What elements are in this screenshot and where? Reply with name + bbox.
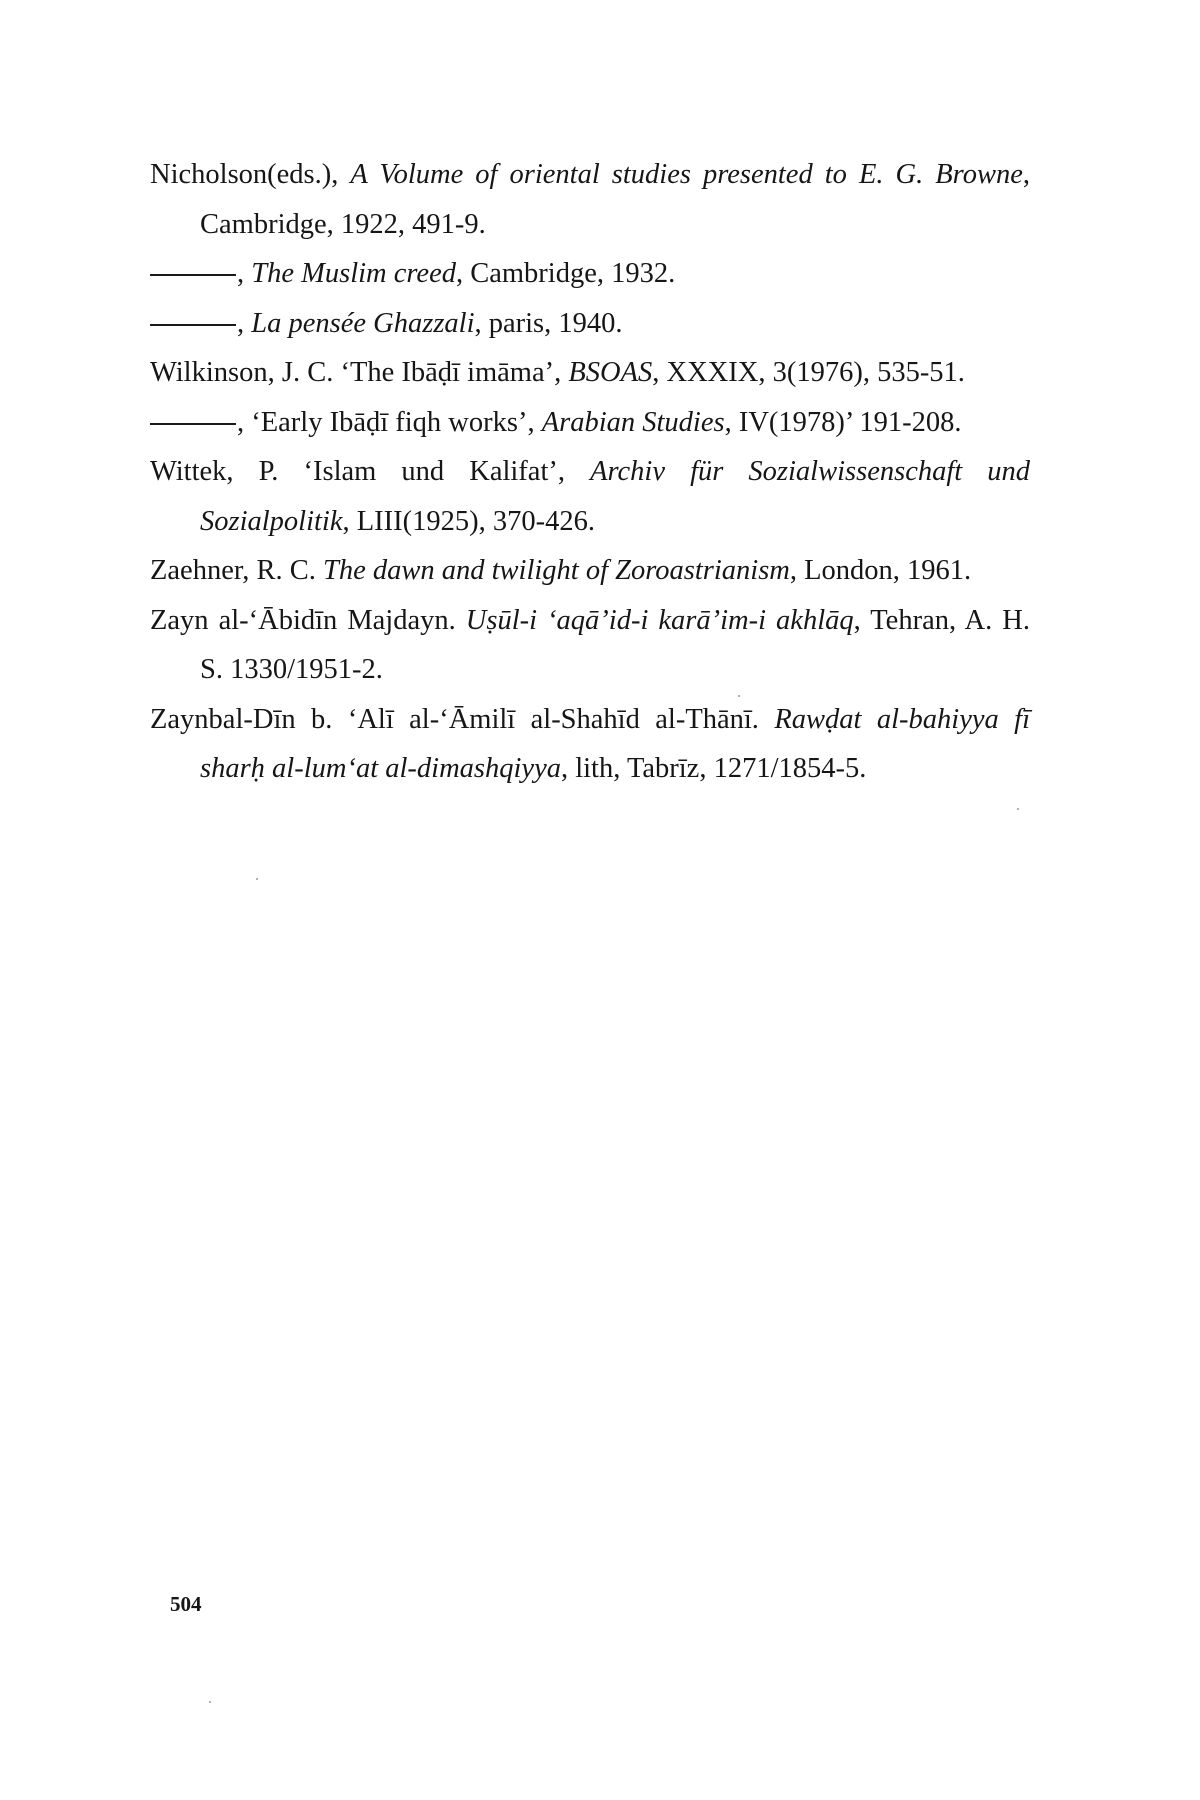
entry-text: , LIII(1925), 370-426. (342, 505, 595, 537)
bibliography-entry (150, 249, 1030, 299)
bibliography-entry (150, 348, 1030, 398)
entry-text: Wilkinson, J. C. ‘The Ibāḍī imāma’, (150, 357, 569, 388)
entry-title: Rawḍat al-bahiyya fī sharḥ al-lum‘at al-dimashqiyya (200, 703, 1030, 784)
bibliography-entry (150, 546, 1030, 596)
entry-title: The Muslim creed (251, 258, 456, 289)
entry-text: , (237, 307, 252, 339)
entry-title: Uṣūl-i ‘aqā’id-i karā’im-i akhlāq (465, 604, 854, 636)
entry-text: , paris, 1940. (474, 307, 623, 339)
entry-text: , Tehran, A. H. S. 1330/1951-2. (200, 604, 1030, 685)
entry-title: A Volume of oriental studies presented to E. G. Browne (350, 159, 1023, 190)
bibliography-list (150, 150, 1030, 794)
bibliography-entry (150, 150, 1030, 249)
entry-title: Arabian Studies (541, 406, 725, 438)
bibliography-entry (150, 447, 1030, 546)
entry-text: , XXXIX, 3(1976), 535-51. (652, 357, 965, 388)
bibliography-entry (150, 695, 1030, 794)
entry-text: Zaynbal-Dīn b. ‘Alī al-‘Āmilī al-Shahīd al-Thānī. (150, 703, 775, 735)
entry-text: Zayn al-‘Ābidīn Majdayn. (150, 604, 466, 636)
entry-title: Archiv für Sozialwissenschaft und Sozialpolitik (200, 456, 1031, 537)
page-number: 504 (170, 1592, 202, 1616)
entry-text: , Cambridge, 1932. (455, 258, 676, 289)
paper-speck (738, 695, 740, 697)
entry-title: The dawn and twilight of Zoroastrianism (322, 555, 790, 586)
entry-text: Zaehner, R. C. (150, 555, 323, 586)
repeat-author-dash (150, 423, 236, 425)
entry-text: , London, 1961. (789, 555, 972, 586)
bibliography-entry (150, 596, 1030, 695)
bibliography-entry (150, 299, 1030, 349)
paper-speck (256, 878, 258, 880)
entry-text: , IV(1978)’ 191-208. (724, 406, 962, 438)
repeat-author-dash (150, 324, 236, 326)
entry-title: BSOAS (568, 357, 653, 388)
entry-text: , ‘Early Ibāḍī fiqh works’, (237, 406, 542, 438)
repeat-author-dash (150, 274, 236, 276)
entry-text: , (237, 258, 252, 289)
bibliography-entry (150, 398, 1030, 448)
paper-speck (1017, 808, 1019, 810)
paper-speck (209, 1701, 211, 1703)
entry-text: , Cambridge, 1922, 491-9. (200, 159, 1030, 240)
entry-text: Wittek, P. ‘Islam und Kalifat’, (150, 456, 591, 487)
entry-title: La pensée Ghazzali (251, 307, 475, 339)
entry-text: Nicholson(eds.), (150, 159, 351, 190)
entry-text: , lith, Tabrīz, 1271/1854-5. (560, 753, 867, 784)
